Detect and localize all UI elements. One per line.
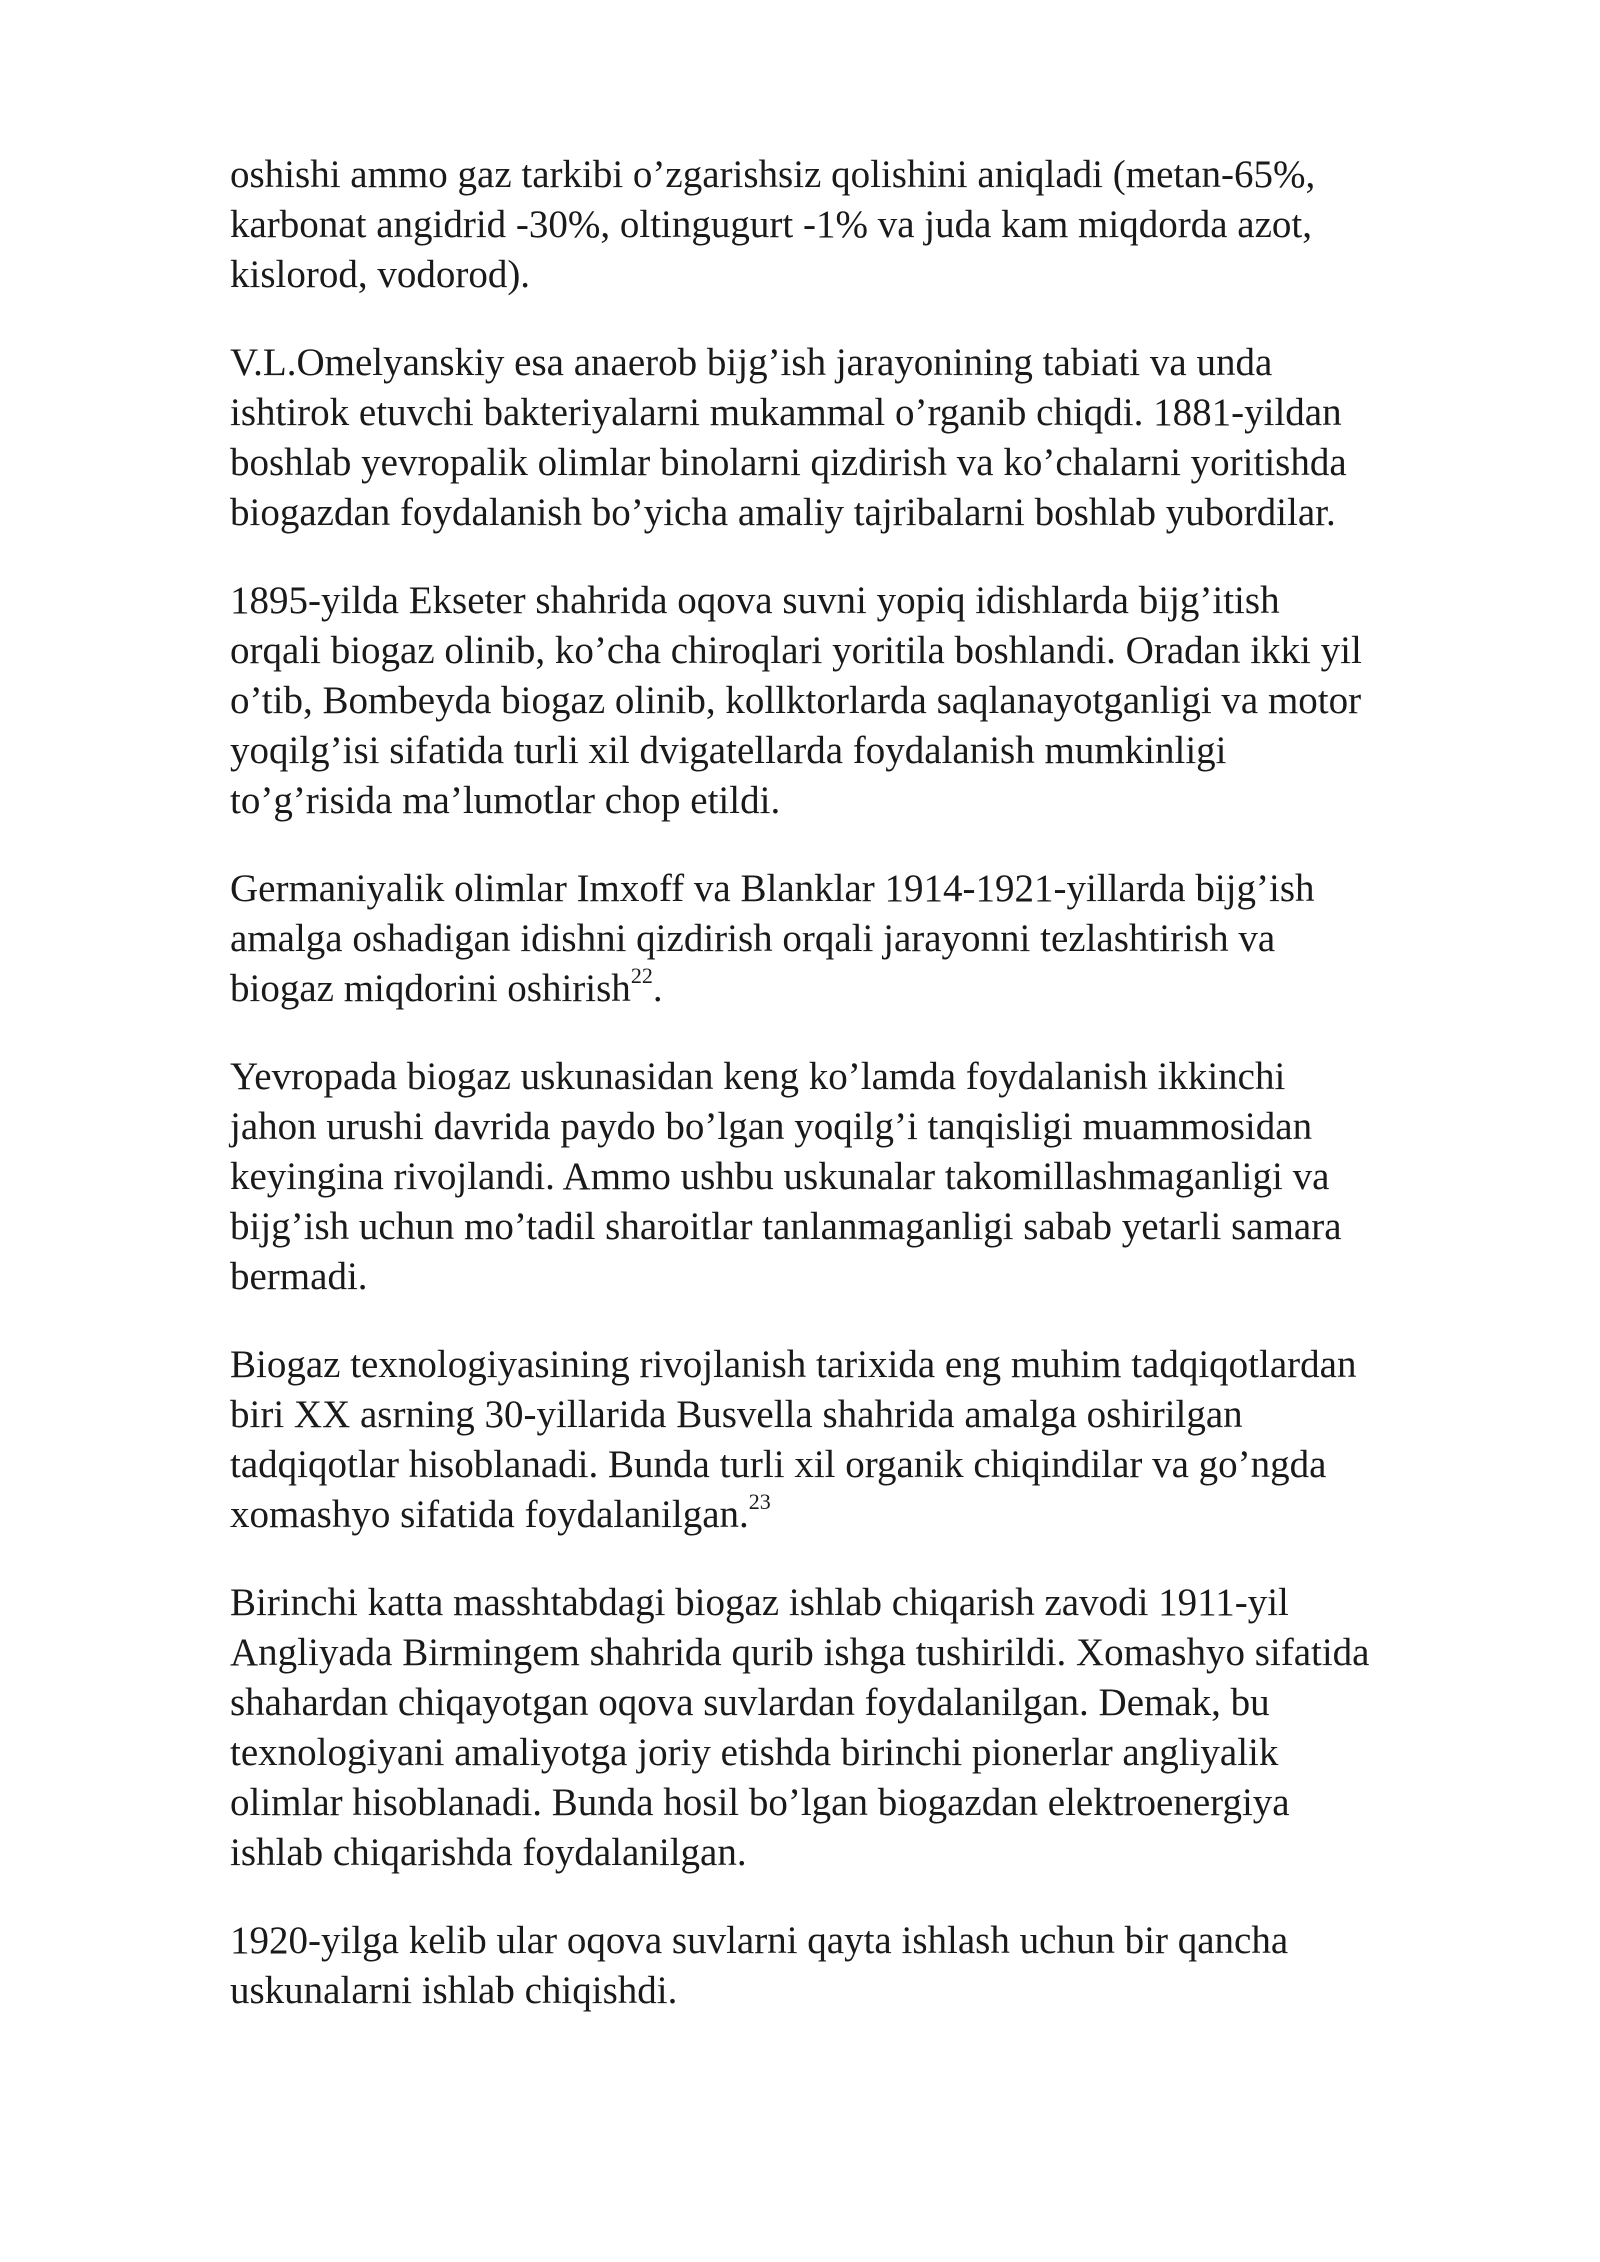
paragraph-4: Germaniyalik olimlar Imxoff va Blanklar 1914-1921-yillarda bijg’ish amalga oshadigan idishni qizdirish orqali jarayonni tezlashtirish va biogaz miqdorini oshirish$^{22}$. — [230, 867, 1315, 1010]
document-page — [230, 150, 1520, 2054]
paragraph-1: oshishi ammo gaz tarkibi o’zgarishsiz qolishini aniqladi (metan-65%, karbonat angidrid -30%, oltingugurt -1% va juda kam miqdorda azot, kislorod, vodorod). — [230, 153, 1316, 296]
paragraph-3: 1895-yilda Ekseter shahrida oqova suvni yopiq idishlarda bijg’itish orqali biogaz olinib, ko’cha chiroqlari yoritila boshlandi. Oradan ikki yil o’tib, Bombeyda biogaz olinib, kollktorlarda saqlanayotganligi va motor yoqilg’isi sifatida turli xil dvigatellarda foydalanish mumkinligi to’g’risida ma’lumotlar chop etildi. — [230, 579, 1362, 822]
paragraph-5: Yevropada biogaz uskunasidan keng ko’lamda foydalanish ikkinchi jahon urushi davrida paydo bo’lgan yoqilg’i tanqisligi muammosidan keyingina rivojlandi. Ammo ushbu uskunalar takomillashmaganligi va bijg’ish uchun mo’tadil sharoitlar tanlanmaganligi sabab yetarli samara bermadi. — [230, 1055, 1342, 1298]
footnote-ref-23[interactable]: 23 — [748, 1489, 771, 1514]
paragraph-6: Biogaz texnologiyasining rivojlanish tarixida eng muhim tadqiqotlardan biri XX asrning 30-yillarida Busvella shahrida amalga oshirilgan tadqiqotlar hisoblanadi. Bunda turli xil organik chiqindilar va go’ngda xomashyo sifatida foydalanilgan.$^{23}$ — [230, 1343, 1357, 1536]
footnote-ref-22[interactable]: 22 — [630, 963, 653, 988]
paragraph-8: 1920-yilga kelib ular oqova suvlarni qayta ishlash uchun bir qancha uskunalarni ishlab chiqishdi. — [230, 1919, 1289, 2012]
paragraph-2: V.L.Omelyanskiy esa anaerob bijg’ish jarayonining tabiati va unda ishtirok etuvchi bakteriyalarni mukammal o’rganib chiqdi. 1881-yildan boshlab yevropalik olimlar binolarni qizdirish va ko’chalarni yoritishda biogazdan foydalanish bo’yicha amaliy tajribalarni boshlab yubordilar. — [230, 341, 1347, 534]
paragraph-7: Birinchi katta masshtabdagi biogaz ishlab chiqarish zavodi 1911-yil Angliyada Birmingem shahrida qurib ishga tushirildi. Xomashyo sifatida shahardan chiqayotgan oqova suvlardan foydalanilgan. Demak, bu texnologiyani amaliyotga joriy etishda birinchi pionerlar angliyalik olimlar hisoblanadi. Bunda hosil bo’lgan biogazdan elektroenergiya ishlab chiqarishda foydalanilgan. — [230, 1581, 1370, 1874]
